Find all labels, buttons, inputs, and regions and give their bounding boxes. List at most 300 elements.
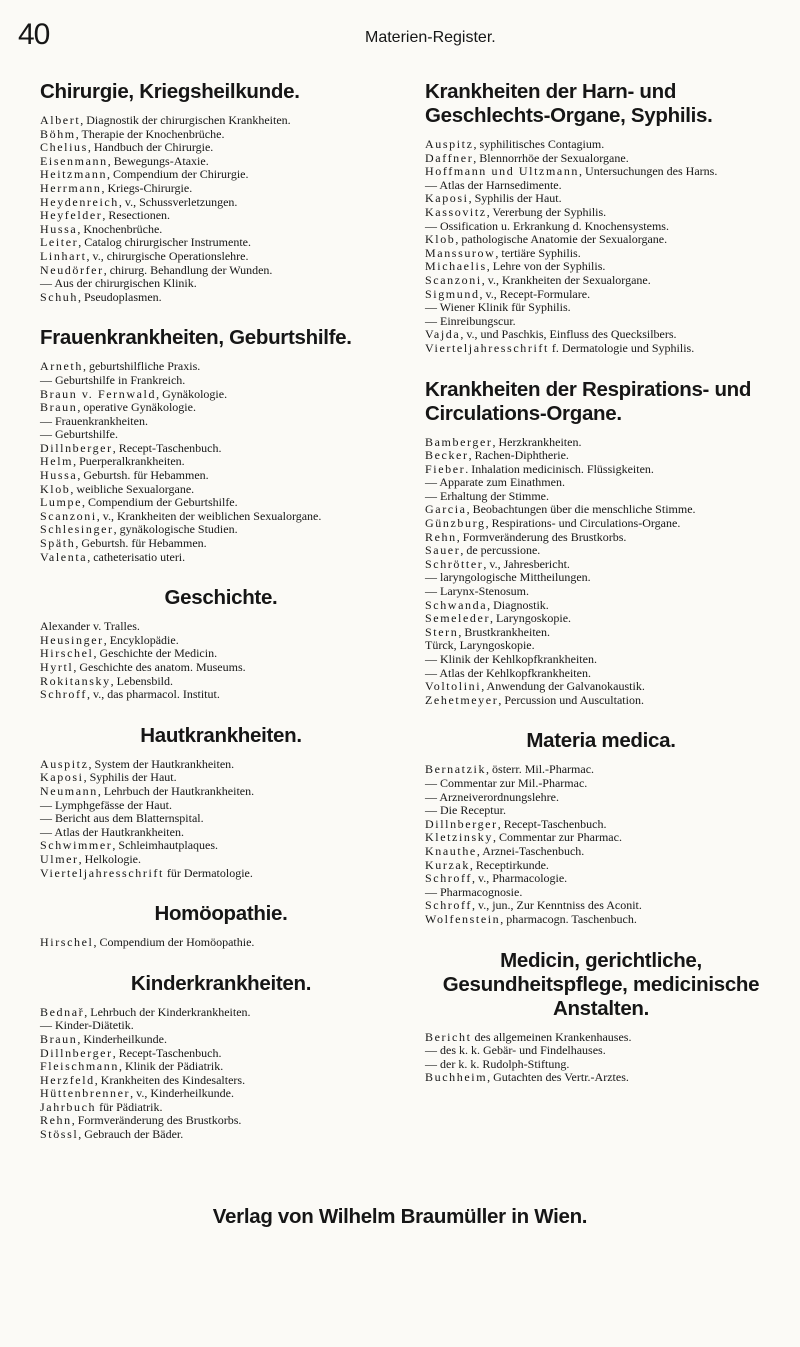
bibliography-entry	[425, 599, 777, 613]
entry-author: Schwanda	[425, 597, 488, 612]
right-column	[425, 80, 777, 1107]
entry-title: , Krankheiten des Kindesalters.	[94, 1072, 246, 1087]
entry-author: Rehn	[40, 1113, 72, 1128]
entry-author: Schroff	[40, 687, 87, 702]
bibliography-entry	[40, 128, 402, 142]
entry-author: Fieber	[425, 461, 466, 476]
bibliography-entry	[40, 523, 402, 537]
entry-author: Becker	[425, 448, 469, 463]
entry-title: , v., Jahresbericht.	[483, 556, 570, 571]
entry-title: , chirurg. Behandlung der Wunden.	[103, 262, 273, 277]
bibliography-entry	[425, 490, 777, 504]
register-section	[425, 80, 777, 356]
entry-title: — Die Receptur.	[425, 803, 506, 818]
entry-author: Stern	[425, 624, 459, 639]
bibliography-entry	[425, 791, 777, 805]
bibliography-entry	[425, 274, 777, 288]
bibliography-entry	[40, 812, 402, 826]
bibliography-entry	[40, 537, 402, 551]
entry-title: , Gebrauch der Bäder.	[78, 1127, 184, 1142]
bibliography-entry	[425, 138, 777, 152]
entry-title: — laryngologische Mittheilungen.	[425, 570, 591, 585]
entry-author: Albert	[40, 113, 81, 127]
entry-title: , Compendium der Chirurgie.	[107, 167, 249, 182]
bibliography-entry	[425, 612, 777, 626]
entry-title: , Vererbung der Syphilis.	[486, 204, 607, 219]
entry-author: Hoffmann und Ultzmann	[425, 164, 580, 179]
entry-title: , pharmacogn. Taschenbuch.	[500, 911, 637, 926]
bibliography-entry	[40, 428, 402, 442]
entry-title: , Arznei-Taschenbuch.	[476, 843, 585, 858]
bibliography-entry	[40, 415, 402, 429]
bibliography-entry	[425, 328, 777, 342]
entry-author: Kaposi	[40, 770, 84, 785]
bibliography-entry	[40, 1101, 402, 1115]
entry-author: Dillnberger	[40, 440, 113, 455]
running-head: Materien-Register.	[365, 29, 496, 46]
entry-title: — Ossification u. Erkrankung d. Knochensystems.	[425, 218, 669, 233]
entry-title: , Lehrbuch der Kinderkrankheiten.	[84, 1004, 251, 1019]
entry-title: , v., Pharmacologie.	[471, 871, 568, 886]
section-heading: Homöopathie.	[154, 902, 288, 926]
bibliography-entry	[40, 496, 402, 510]
entry-author: Neudörfer	[40, 262, 104, 277]
register-section	[425, 378, 777, 708]
entry-title: , Knochenbrüche.	[77, 221, 163, 236]
bibliography-entry	[425, 872, 777, 886]
entry-title: , Diagnostik der chirurgischen Krankheiten.	[80, 113, 291, 127]
entry-title: — Aus der chirurgischen Klinik.	[40, 276, 197, 291]
bibliography-entry	[40, 826, 402, 840]
entry-author: Heyfelder	[40, 208, 103, 223]
bibliography-entry	[425, 818, 777, 832]
entry-title: , Blennorrhöe der Sexualorgane.	[473, 150, 629, 165]
entry-title: , Geburtsh. für Hebammen.	[77, 468, 209, 483]
bibliography-entry	[40, 1074, 402, 1088]
register-section	[425, 949, 777, 1085]
entry-title: , geburtshilfliche Praxis.	[82, 359, 201, 374]
bibliography-entry	[40, 758, 402, 772]
entry-title: — Lymphgefässe der Haut.	[40, 797, 172, 812]
entry-title: , Anwendung der Galvanokaustik.	[481, 679, 645, 694]
bibliography-entry	[40, 401, 402, 415]
entry-author: Heusinger	[40, 632, 104, 647]
entry-author: Bernatzik	[425, 762, 487, 777]
entry-title: , Bewegungs-Ataxie.	[107, 153, 209, 168]
bibliography-entry	[40, 277, 402, 291]
bibliography-entry	[425, 1071, 777, 1085]
entry-title: , Compendium der Geburtshilfe.	[82, 495, 238, 510]
bibliography-entry	[425, 342, 777, 356]
bibliography-entry	[425, 1044, 777, 1058]
bibliography-entry	[40, 853, 402, 867]
bibliography-entry	[425, 517, 777, 531]
section-heading: Krankheiten der Respirations- und Circulations-Organe.	[425, 377, 752, 425]
entry-title: , v., Krankheiten der Sexualorgane.	[481, 272, 651, 287]
bibliography-entry	[40, 1128, 402, 1142]
bibliography-entry	[425, 449, 777, 463]
entry-title: , Syphilis der Haut.	[83, 770, 177, 785]
bibliography-entry	[40, 209, 402, 223]
bibliography-entry	[40, 141, 402, 155]
bibliography-entry	[425, 886, 777, 900]
entry-title: — Kinder-Diätetik.	[40, 1018, 134, 1033]
entry-title: , Geschichte des anatom. Museums.	[73, 660, 246, 674]
entry-title: , pathologische Anatomie der Sexualorgane.	[455, 232, 668, 247]
entry-author: Dillnberger	[40, 1045, 113, 1060]
entry-title: , Receptirkunde.	[469, 857, 549, 872]
entry-title: — Arzneiverordnungslehre.	[425, 789, 559, 804]
bibliography-entry	[40, 374, 402, 388]
entry-author: Günzburg	[425, 516, 486, 531]
entry-title: , weibliche Sexualorgane.	[70, 481, 195, 496]
entry-title: , v., Schussverletzungen.	[118, 194, 238, 209]
bibliography-entry	[425, 531, 777, 545]
entry-author: Schuh	[40, 289, 78, 304]
entry-title: , de percussione.	[460, 543, 541, 558]
entry-title: , Gynäkologie.	[156, 386, 228, 401]
entry-title: — Geburtshilfe.	[40, 427, 118, 442]
entry-author: Arneth	[40, 359, 83, 374]
bibliography-entry	[425, 845, 777, 859]
register-section	[40, 902, 402, 950]
bibliography-entry	[40, 360, 402, 374]
entry-title: , v., jun., Zur Kenntniss des Aconit.	[471, 898, 642, 913]
bibliography-entry	[425, 777, 777, 791]
bibliography-entry	[425, 1058, 777, 1072]
entry-author: Knauthe	[425, 843, 477, 858]
entry-author: Braun	[40, 400, 78, 415]
bibliography-entry	[425, 436, 777, 450]
entry-author: Eisenmann	[40, 153, 108, 168]
bibliography-entry	[40, 661, 402, 675]
bibliography-entry	[425, 192, 777, 206]
entry-title: des allgemeinen Krankenhauses.	[471, 1029, 632, 1044]
bibliography-entry	[425, 179, 777, 193]
bibliography-entry	[40, 1006, 402, 1020]
bibliography-entry	[425, 1031, 777, 1045]
entry-author: Vierteljahresschrift	[425, 340, 549, 355]
entry-title: . Inhalation medicinisch. Flüssigkeiten.	[465, 461, 654, 476]
entry-author: Rokitansky	[40, 673, 111, 688]
entry-title: — Commentar zur Mil.-Pharmac.	[425, 775, 588, 790]
entry-title: f. Dermatologie und Syphilis.	[548, 340, 695, 355]
entry-title: , v., das pharmacol. Institut.	[86, 687, 220, 702]
register-section	[40, 326, 402, 564]
entry-title: , Helkologie.	[78, 851, 141, 866]
entry-title: , operative Gynäkologie.	[77, 400, 196, 415]
entry-author: Chelius	[40, 140, 88, 155]
entry-author: Zehetmeyer	[425, 692, 499, 707]
bibliography-entry	[40, 620, 402, 634]
bibliography-entry	[425, 899, 777, 913]
entry-author: Bednař	[40, 1004, 85, 1019]
entry-title: — Atlas der Harnsedimente.	[425, 177, 562, 192]
bibliography-entry	[40, 688, 402, 702]
entry-title: — des k. k. Gebär- und Findelhauses.	[425, 1043, 606, 1058]
entry-title: , catheterisatio uteri.	[87, 549, 186, 564]
bibliography-entry	[40, 223, 402, 237]
entry-author: Kaposi	[425, 191, 469, 206]
entry-title: , Commentar zur Pharmac.	[493, 830, 622, 845]
bibliography-entry	[425, 694, 777, 708]
bibliography-entry	[40, 264, 402, 278]
entry-author: Ulmer	[40, 851, 79, 866]
bibliography-entry	[425, 626, 777, 640]
entry-title: — Atlas der Hautkrankheiten.	[40, 824, 184, 839]
entry-title: , gynäkologische Studien.	[113, 522, 238, 537]
entry-title: , Kinderheilkunde.	[77, 1031, 167, 1046]
bibliography-entry	[425, 247, 777, 261]
entry-title: , Percussion und Auscultation.	[498, 692, 644, 707]
bibliography-entry	[40, 483, 402, 497]
entry-author: Hussa	[40, 468, 78, 483]
bibliography-entry	[425, 680, 777, 694]
section-heading: Krankheiten der Harn- und Geschlechts-Organe, Syphilis.	[425, 80, 713, 127]
entry-author: Michaelis	[425, 259, 487, 274]
entry-title: — Erhaltung der Stimme.	[425, 488, 549, 503]
entry-author: Hüttenbrenner	[40, 1086, 131, 1101]
entry-author: Valenta	[40, 549, 88, 564]
bibliography-entry	[40, 551, 402, 565]
entry-author: Braun v. Fernwald	[40, 386, 157, 401]
bibliography-entry	[425, 152, 777, 166]
entry-title: — Apparate zum Einathmen.	[425, 475, 565, 490]
entry-title: — Klinik der Kehlkopfkrankheiten.	[425, 652, 597, 666]
bibliography-entry	[40, 647, 402, 661]
section-heading: Hautkrankheiten.	[140, 723, 302, 747]
bibliography-entry	[40, 1019, 402, 1033]
entry-title: , Catalog chirurgischer Instrumente.	[78, 235, 251, 250]
bibliography-entry	[425, 260, 777, 274]
entry-title: — Bericht aus dem Blatternspital.	[40, 811, 204, 826]
entry-title: , v., chirurgische Operationslehre.	[86, 248, 249, 263]
entry-title: , Handbuch der Chirurgie.	[87, 140, 214, 155]
bibliography-entry	[40, 1060, 402, 1074]
entry-title: Alexander v. Tralles.	[40, 619, 140, 634]
entry-author: Wolfenstein	[425, 911, 501, 926]
entry-author: Braun	[40, 1031, 78, 1046]
page-number: 40	[18, 18, 50, 51]
bibliography-entry	[40, 799, 402, 813]
entry-author: Bamberger	[425, 434, 493, 449]
register-section	[40, 80, 402, 304]
entry-author: Schroff	[425, 871, 472, 886]
bibliography-entry	[425, 503, 777, 517]
bibliography-entry	[40, 675, 402, 689]
bibliography-entry	[40, 114, 402, 128]
entry-author: Schrötter	[425, 556, 484, 571]
bibliography-entry	[40, 1087, 402, 1101]
entry-title: , Kriegs-Chirurgie.	[101, 180, 193, 195]
entry-author: Lumpe	[40, 495, 82, 510]
bibliography-entry	[425, 165, 777, 179]
entry-author: Fleischmann	[40, 1059, 119, 1074]
bibliography-entry	[40, 388, 402, 402]
bibliography-entry	[425, 315, 777, 329]
entry-author: Jahrbuch	[40, 1099, 97, 1114]
entry-title: , Geschichte der Medicin.	[93, 646, 218, 661]
entry-author: Klob	[425, 232, 456, 247]
bibliography-entry	[425, 220, 777, 234]
entry-title: , Therapie der Knochenbrüche.	[75, 126, 225, 141]
bibliography-entry	[40, 250, 402, 264]
entry-title: , Lebensbild.	[110, 673, 173, 688]
entry-author: Scanzoni	[40, 508, 97, 523]
entry-title: , Compendium der Homöopathie.	[93, 935, 255, 950]
entry-author: Leiter	[40, 235, 79, 250]
bibliography-entry	[425, 763, 777, 777]
bibliography-entry	[40, 785, 402, 799]
entry-title: , v., Kinderheilkunde.	[130, 1086, 234, 1101]
entry-author: Daffner	[425, 150, 474, 165]
entry-author: Dillnberger	[425, 816, 498, 831]
bibliography-entry	[425, 476, 777, 490]
bibliography-entry	[40, 771, 402, 785]
entry-author: Schlesinger	[40, 522, 114, 537]
bibliography-entry	[40, 1033, 402, 1047]
entry-title: , Recept-Taschenbuch.	[112, 1045, 222, 1060]
entry-author: Hyrtl	[40, 660, 74, 674]
register-section	[40, 586, 402, 702]
entry-author: Hirschel	[40, 935, 94, 950]
entry-title: , Untersuchungen des Harns.	[579, 164, 718, 179]
bibliography-entry	[40, 510, 402, 524]
entry-author: Hirschel	[40, 646, 94, 661]
entry-title: , Laryngoskopie.	[490, 611, 572, 626]
entry-title: — Larynx-Stenosum.	[425, 584, 529, 599]
bibliography-entry	[40, 455, 402, 469]
entry-author: Schroff	[425, 898, 472, 913]
section-heading: Kinderkrankheiten.	[130, 971, 312, 995]
entry-title: — Atlas der Kehlkopfkrankheiten.	[425, 665, 591, 680]
bibliography-entry	[425, 233, 777, 247]
bibliography-entry	[40, 469, 402, 483]
bibliography-entry	[40, 1047, 402, 1061]
entry-title: , tertiäre Syphilis.	[495, 245, 581, 260]
section-heading: Chirurgie, Kriegsheilkunde.	[40, 80, 300, 103]
entry-author: Hussa	[40, 221, 78, 236]
bibliography-entry	[40, 442, 402, 456]
entry-author: Voltolini	[425, 679, 482, 694]
bibliography-entry	[425, 653, 777, 667]
entry-title: Türck, Laryngoskopie.	[425, 638, 535, 653]
section-heading: Geschichte.	[164, 586, 278, 610]
entry-title: , Geburtsh. für Hebammen.	[75, 536, 207, 551]
entry-title: , Encyklopädie.	[103, 632, 179, 647]
entry-title: , System der Hautkrankheiten.	[88, 756, 235, 771]
entry-author: Garcia	[425, 502, 467, 517]
entry-author: Auspitz	[40, 756, 89, 771]
entry-title: , Diagnostik.	[487, 597, 549, 612]
entry-title: , Recept-Taschenbuch.	[497, 816, 607, 831]
entry-author: Vierteljahresschrift	[40, 865, 164, 880]
bibliography-entry	[40, 1114, 402, 1128]
bibliography-entry	[425, 667, 777, 681]
entry-author: Schwimmer	[40, 838, 113, 853]
bibliography-entry	[40, 168, 402, 182]
entry-title: , Lehre von der Syphilis.	[486, 259, 606, 274]
bibliography-entry	[425, 463, 777, 477]
entry-title: , Syphilis der Haut.	[468, 191, 562, 206]
bibliography-entry	[40, 182, 402, 196]
publisher-footer: Verlag von Wilhelm Braumüller in Wien.	[212, 1205, 588, 1228]
section-heading: Frauenkrankheiten, Geburtshilfe.	[40, 326, 352, 350]
entry-author: Heitzmann	[40, 167, 108, 182]
bibliography-entry	[40, 839, 402, 853]
bibliography-entry	[40, 155, 402, 169]
entry-title: , Schleimhautplaques.	[112, 838, 219, 853]
entry-title: , Klinik der Pädiatrik.	[118, 1059, 224, 1074]
bibliography-entry	[425, 544, 777, 558]
entry-title: , Brustkrankheiten.	[458, 624, 550, 639]
entry-title: , Rachen-Diphtherie.	[468, 448, 569, 463]
bibliography-entry	[425, 831, 777, 845]
entry-title: , v., Recept-Formulare.	[479, 286, 591, 301]
bibliography-entry	[425, 913, 777, 927]
entry-author: Auspitz	[425, 137, 474, 151]
section-heading: Medicin, gerichtliche, Gesundheitspflege, medicinische Anstalten.	[442, 948, 760, 1020]
entry-title: , v., und Paschkis, Einfluss des Quecksilbers.	[460, 327, 677, 342]
entry-author: Kurzak	[425, 857, 470, 872]
entry-author: Kassovitz	[425, 204, 487, 219]
entry-author: Sauer	[425, 543, 461, 558]
entry-title: , v., Krankheiten der weiblichen Sexualorgane.	[96, 508, 322, 523]
bibliography-entry	[425, 288, 777, 302]
bibliography-entry	[425, 639, 777, 653]
entry-title: für Dermatologie.	[163, 865, 253, 880]
bibliography-entry	[40, 196, 402, 210]
bibliography-entry	[425, 585, 777, 599]
entry-author: Semeleder	[425, 611, 491, 626]
bibliography-entry	[40, 867, 402, 881]
register-section	[40, 724, 402, 880]
entry-author: Buchheim	[425, 1070, 488, 1085]
entry-title: — Frauenkrankheiten.	[40, 413, 148, 428]
entry-author: Klob	[40, 481, 71, 496]
bibliography-entry	[425, 301, 777, 315]
entry-author: Heydenreich	[40, 194, 119, 209]
entry-author: Stössl	[40, 1127, 79, 1142]
entry-title: , syphilitisches Contagium.	[473, 137, 605, 151]
entry-title: , Formveränderung des Brustkorbs.	[71, 1113, 242, 1128]
bibliography-entry	[40, 291, 402, 305]
entry-author: Sigmund	[425, 286, 480, 301]
left-column	[40, 80, 402, 1164]
entry-author: Herzfeld	[40, 1072, 95, 1087]
bibliography-entry	[425, 804, 777, 818]
entry-author: Vajda	[425, 327, 461, 342]
entry-title: — Pharmacognosie.	[425, 884, 523, 899]
register-section	[40, 972, 402, 1142]
entry-title: — Geburtshilfe in Frankreich.	[40, 372, 186, 387]
bibliography-entry	[425, 558, 777, 572]
entry-author: Späth	[40, 536, 76, 551]
entry-author: Böhm	[40, 126, 76, 141]
bibliography-entry	[425, 859, 777, 873]
entry-author: Rehn	[425, 529, 457, 544]
entry-title: , österr. Mil.-Pharmac.	[486, 762, 595, 777]
entry-title: für Pädiatrik.	[96, 1099, 163, 1114]
entry-author: Herrmann	[40, 180, 102, 195]
entry-author: Linhart	[40, 248, 87, 263]
entry-title: , Puerperalkrankheiten.	[73, 454, 185, 469]
register-section	[425, 729, 777, 926]
entry-author: Scanzoni	[425, 272, 482, 287]
entry-title: — Wiener Klinik für Syphilis.	[425, 300, 571, 315]
entry-author: Neumann	[40, 783, 98, 798]
entry-author: Kletzinsky	[425, 830, 493, 845]
